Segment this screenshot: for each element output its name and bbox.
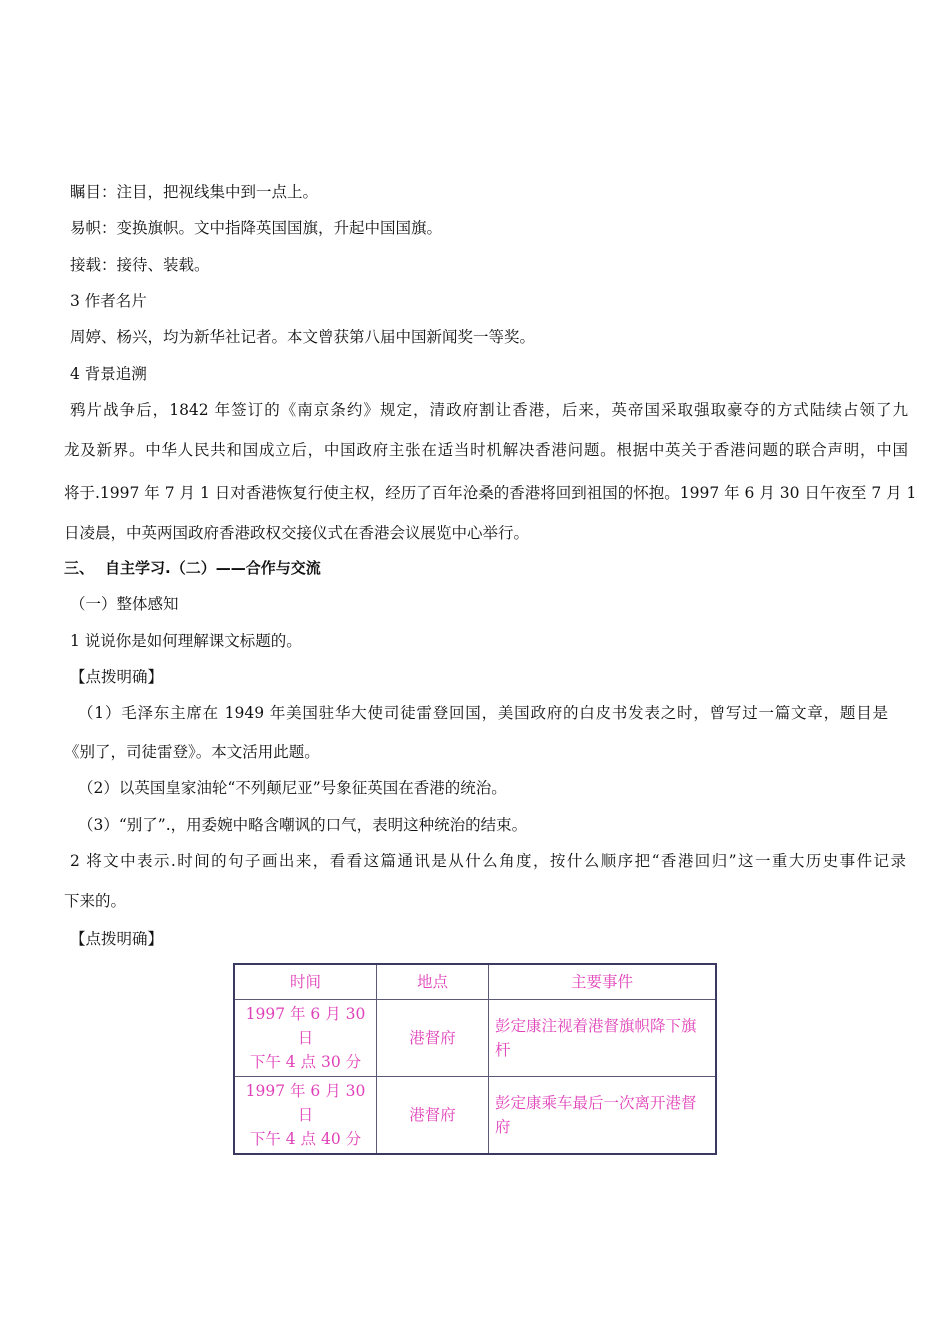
definition-jiezai: 接载：接待、装载。 bbox=[70, 256, 210, 274]
header-place: 地点 bbox=[377, 965, 489, 1000]
hint-label-1: 【点拨明确】 bbox=[70, 668, 164, 686]
background-line-3: 将于.1997 年 7 月 1 日对香港恢复行使主权，经历了百年沧桑的香港将回到祖国的怀抱。1997 年 6 月 30 日午夜至 7 月 1 bbox=[64, 484, 917, 502]
cell-time bbox=[235, 1077, 377, 1154]
hint-label-2: 【点拨明确】 bbox=[70, 930, 164, 948]
question-2-line-2: 下来的。 bbox=[64, 892, 127, 910]
definition-zhumu: 瞩目：注目，把视线集中到一点上。 bbox=[70, 183, 319, 201]
events-table bbox=[234, 964, 716, 1154]
answer-2: （2）以英国皇家油轮“不列颠尼亚”号象征英国在香港的统治。 bbox=[78, 779, 507, 797]
background-line-4: 日凌晨，中英两国政府香港政权交接仪式在香港会议展览中心举行。 bbox=[64, 524, 530, 542]
section-title: 自主学习.（二）——合作与交流 bbox=[105, 559, 321, 577]
definition-yizhi: 易帜：变换旗帜。文中指降英国国旗，升起中国国旗。 bbox=[70, 219, 443, 237]
question-2-line-1: 2 将文中表示.时间的句子画出来，看看这篇通讯是从什么角度，按什么顺序把“香港回归”这一重大历史事件记录 bbox=[70, 852, 906, 870]
background-line-2: 龙及新界。中华人民共和国成立后，中国政府主张在适当时机解决香港问题。根据中英关于香港问题的联合声明，中国 bbox=[64, 441, 908, 459]
background-line-1: 鸦片战争后，1842 年签订的《南京条约》规定，清政府割让香港，后来，英帝国采取强取豪夺的方式陆续占领了九 bbox=[70, 401, 908, 419]
section-number: 三、 bbox=[64, 559, 95, 577]
table-row bbox=[235, 1077, 716, 1154]
time-clock: 下午 4 点 30 分 bbox=[249, 1053, 362, 1071]
time-clock: 下午 4 点 40 分 bbox=[249, 1130, 362, 1148]
answer-1-line-2: 《别了，司徒雷登》。本文活用此题。 bbox=[64, 743, 320, 761]
cell-place: 港督府 bbox=[377, 1077, 489, 1154]
heading-background: 4 背景追溯 bbox=[70, 365, 147, 383]
subsection-overall: （一）整体感知 bbox=[70, 595, 179, 613]
answer-1-line-1: （1）毛泽东主席在 1949 年美国驻华大使司徒雷登回国，美国政府的白皮书发表之时，曾写过一篇文章，题目是 bbox=[78, 704, 888, 722]
time-date: 1997 年 6 月 30 日 bbox=[245, 1005, 366, 1047]
author-info: 周婷、杨兴，均为新华社记者。本文曾获第八届中国新闻奖一等奖。 bbox=[70, 328, 536, 346]
table-row bbox=[235, 1000, 716, 1077]
question-1: 1 说说你是如何理解课文标题的。 bbox=[70, 632, 302, 650]
cell-event: 彭定康乘车最后一次离开港督府 bbox=[489, 1077, 716, 1154]
cell-place: 港督府 bbox=[377, 1000, 489, 1077]
table-header-row bbox=[235, 965, 716, 1000]
header-time: 时间 bbox=[235, 965, 377, 1000]
cell-event: 彭定康注视着港督旗帜降下旗杆 bbox=[489, 1000, 716, 1077]
heading-author-card: 3 作者名片 bbox=[70, 292, 147, 310]
header-event: 主要事件 bbox=[489, 965, 716, 1000]
cell-time bbox=[235, 1000, 377, 1077]
answer-3: （3）“别了”.，用委婉中略含嘲讽的口气，表明这种统治的结束。 bbox=[78, 816, 528, 834]
time-date: 1997 年 6 月 30 日 bbox=[245, 1082, 366, 1124]
